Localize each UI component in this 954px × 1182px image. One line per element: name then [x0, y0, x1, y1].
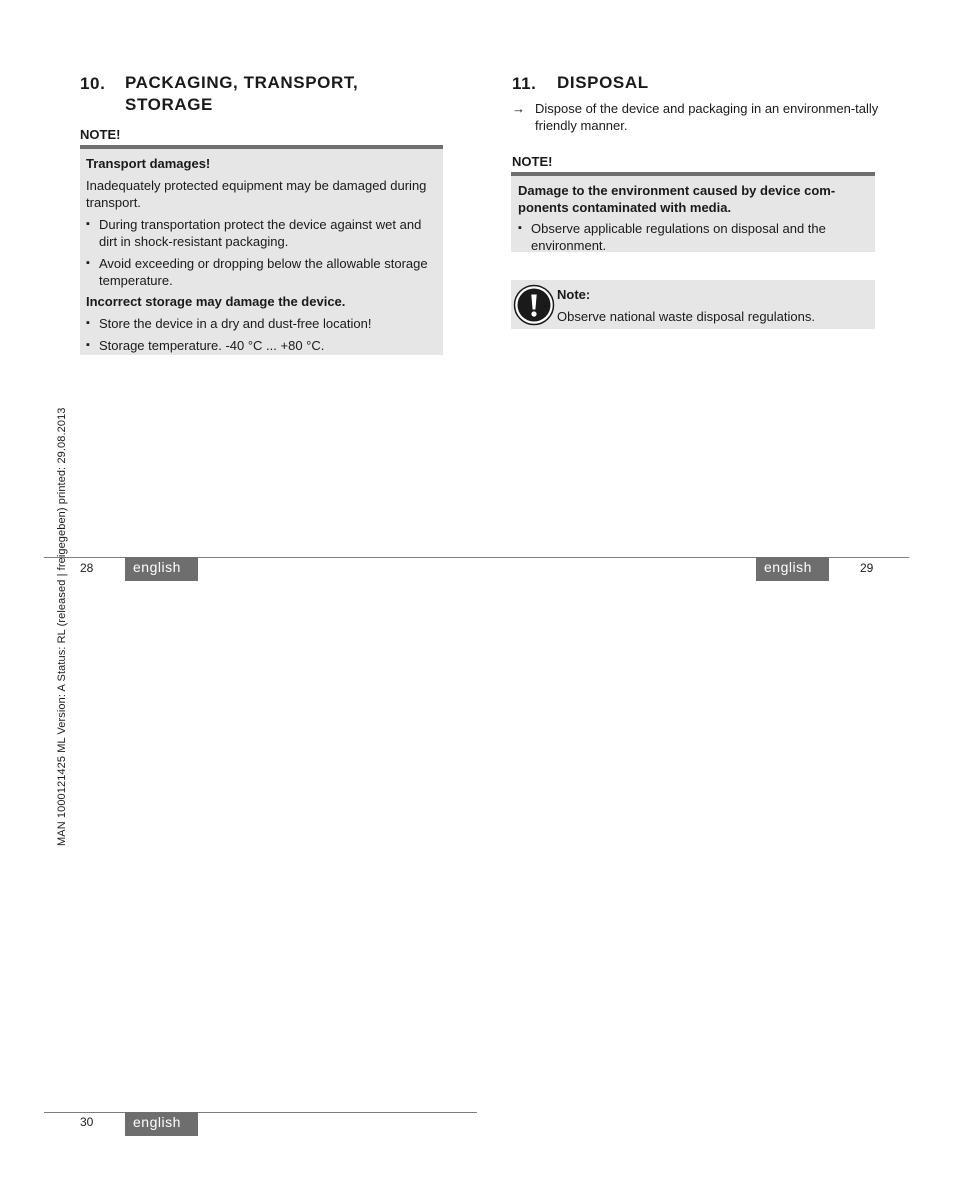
section-11-note-box — [511, 172, 875, 252]
page-number-bottom: 30 — [80, 1115, 94, 1129]
info-note-box — [511, 280, 875, 329]
section-10-title-line2: STORAGE — [125, 95, 213, 114]
disposal-instruction-text: Dispose of the device and packaging in an environmen-tally friendly manner. — [535, 101, 879, 133]
section-10-note-label: NOTE! — [80, 127, 121, 142]
language-tab-right: english — [756, 557, 829, 581]
section-11-title: DISPOSAL — [557, 73, 649, 92]
section-10-title-line1: PACKAGING, TRANSPORT, — [125, 73, 359, 92]
info-note-title: Note: — [557, 287, 591, 302]
page-number-right: 29 — [860, 561, 874, 575]
transport-damages-text: Inadequately protected equipment may be damaged during transport. — [86, 178, 427, 210]
section-11-number: 11. — [512, 74, 537, 93]
incorrect-storage-heading: Incorrect storage may damage the device. — [86, 294, 346, 309]
section-11-note-label: NOTE! — [512, 154, 553, 169]
list-item: ▪ Observe applicable regulations on disposal and the environment. — [518, 220, 865, 254]
exclamation-icon — [513, 284, 555, 326]
section-10-note-box — [80, 145, 443, 355]
page-number-left: 28 — [80, 561, 94, 575]
transport-damages-heading: Transport damages! — [86, 156, 211, 171]
environment-damage-heading: Damage to the environment caused by device com-ponents contaminated with media. — [518, 183, 836, 215]
section-10-title — [125, 72, 358, 116]
disposal-instruction — [512, 100, 882, 136]
list-item: ▪ Storage temperature. -40 °C ... +80 °C. — [86, 337, 435, 354]
list-item: ▪ Store the device in a dry and dust-free location! — [86, 315, 435, 332]
footer-divider-bottom — [44, 1112, 477, 1113]
language-tab-left: english — [125, 557, 198, 581]
info-note-text: Observe national waste disposal regulations. — [557, 309, 815, 324]
list-item: ▪ Avoid exceeding or dropping below the allowable storage temperature. — [86, 255, 435, 289]
language-tab-bottom: english — [125, 1112, 198, 1136]
document-metadata-vertical: MAN 1000121425 ML Version: A Status: RL (released | freigegeben) printed: 29.08.2013 — [56, 407, 68, 846]
arrow-icon: → — [512, 101, 525, 116]
section-10-number: 10. — [80, 74, 106, 93]
list-item: ▪ During transportation protect the device against wet and dirt in shock-resistant packaging. — [86, 216, 435, 250]
